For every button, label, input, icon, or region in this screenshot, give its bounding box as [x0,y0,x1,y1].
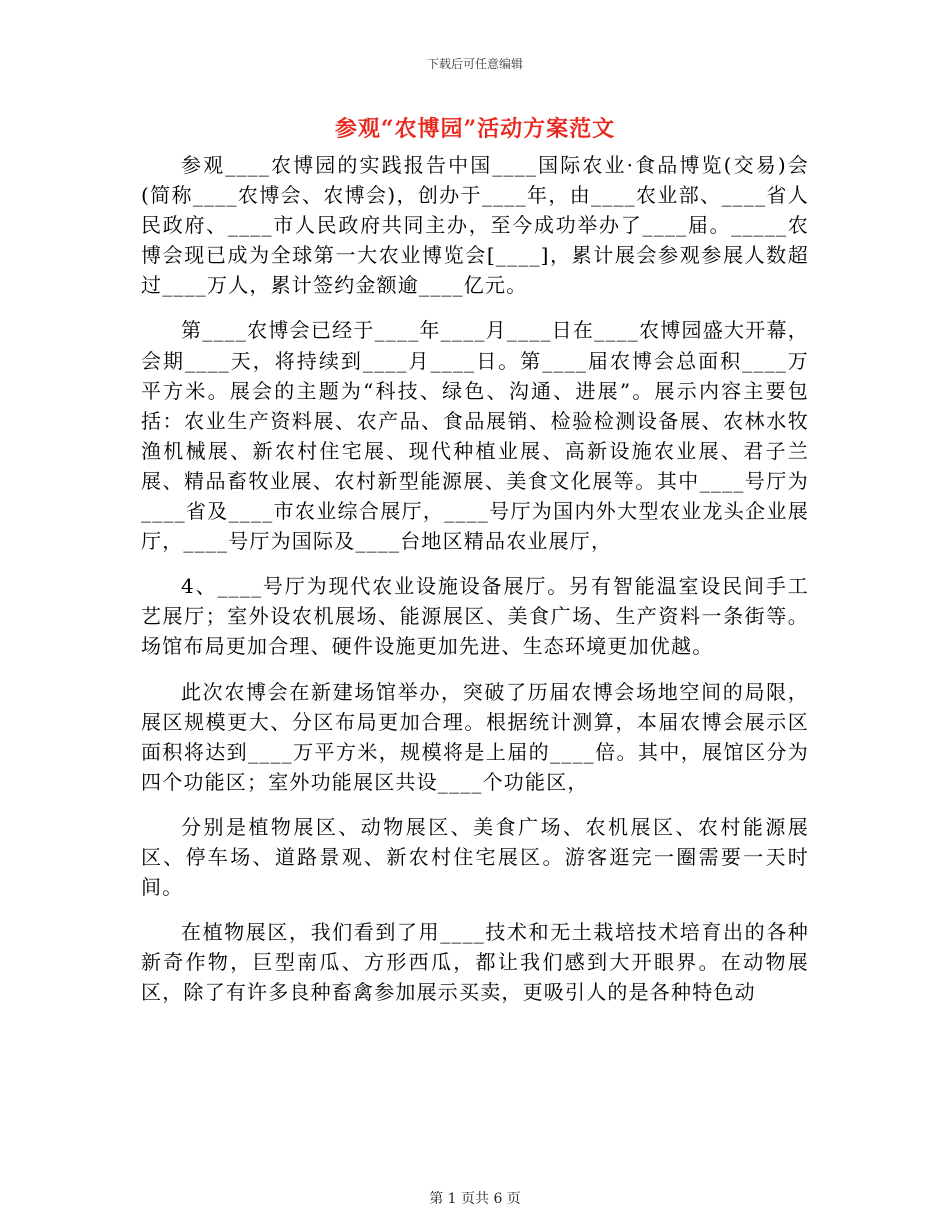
paragraph-3: 4、____号厅为现代农业设施设备展厅。另有智能温室设民间手工艺展厅；室外设农机展场、能源展区、美食广场、生产资料一条街等。场馆布局更加合理、硬件设施更加先进、生态环境更加优越。 [141,574,809,659]
paragraph-4: 此次农博会在新建场馆举办，突破了历届农博会场地空间的局限，展区规模更大、分区布局更加合理。根据统计测算，本届农博会展示区面积将达到____万平方米，规模将是上届的____倍。其中，展馆区分为四个功能区；室外功能展区共设____个功能区， [141,679,809,794]
document-title: 参观“农博园”活动方案范文 [334,116,616,142]
paragraph-6: 在植物展区，我们看到了用____技术和无土栽培技术培育出的各种新奇作物，巨型南瓜、方形西瓜，都让我们感到大开眼界。在动物展区，除了有许多良种畜禽参加展示买卖，更吸引人的是各种特色动 [141,920,809,1005]
document-body [141,150,809,1007]
paragraph-5: 分别是植物展区、动物展区、美食广场、农机展区、农村能源展区、停车场、道路景观、新农村住宅展区。游客逛完一圈需要一天时间。 [141,814,809,900]
page-number: 第 1 页共 6 页 [429,1191,521,1207]
paragraph-1: 参观____农博园的实践报告中国____国际农业·食品博览(交易)会(简称____农博会、农博会)，创办于____年，由____农业部、____省人民政府、____市人民政府共同主办，至今成功举办了____届。_____农博会现已成为全球第一大农业博览会[____]，累计展会参观参展人数超过____万人，累计签约金额逾____亿元。 [141,153,809,298]
header-note: 下载后可任意编辑 [426,57,523,71]
paragraph-2: 第____农博会已经于____年____月____日在____农博园盛大开幕，会期____天，将持续到____月____日。第____届农博会总面积____万平方米。展会的主题为“科技、绿色、沟通、进展”。展示内容主要包括：农业生产资料展、农产品、食品展销、检验检测设备展、农林水牧渔机械展、新农村住宅展、现代种植业展、高新设施农业展、君子兰展、精品畜牧业展、农村新型能源展、美食文化展等。其中____号厅为____省及____市农业综合展厅，____号厅为国内外大型农业龙头企业展厅，____号厅为国际及____台地区精品农业展厅， [141,318,809,554]
